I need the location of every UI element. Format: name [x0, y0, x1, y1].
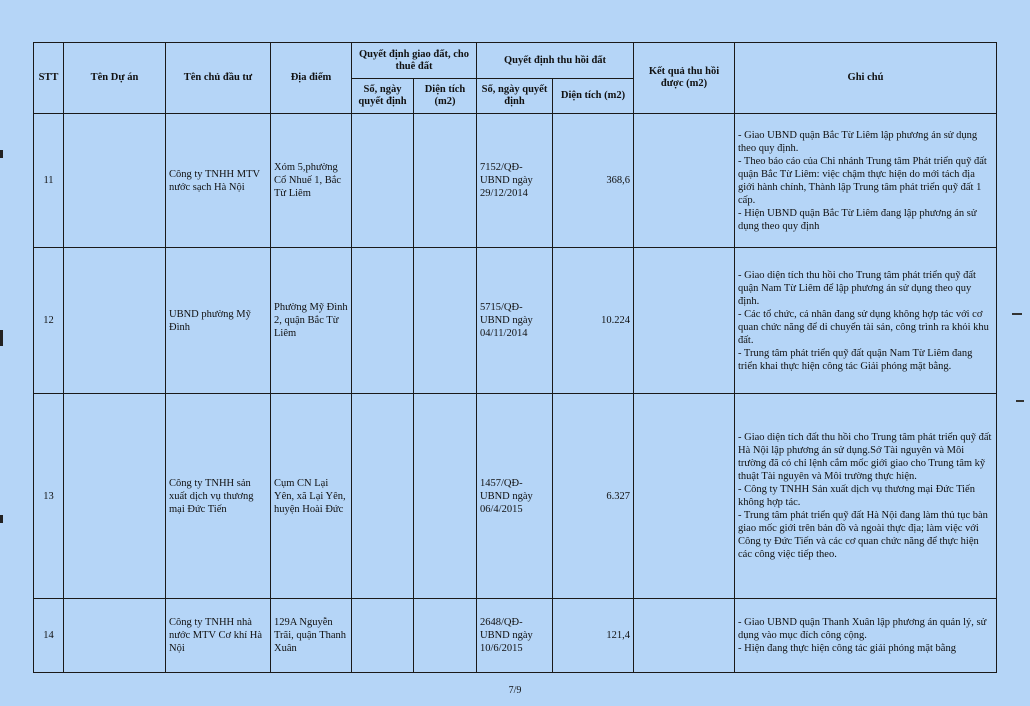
note-line: - Giao UBND quận Bắc Từ Liêm lập phương án sử dụng theo quy định. [738, 129, 978, 154]
header-result: Kết quả thu hồi được (m2) [634, 43, 735, 114]
scan-mark [1016, 400, 1024, 402]
row-notes [735, 599, 997, 673]
row-result [634, 599, 735, 673]
note-line: - Hiện UBND quận Bắc Từ Liêm đang lập phương án sử dụng theo quy định [738, 207, 977, 232]
header-recovery-decision: Số, ngày quyết định [477, 79, 553, 114]
row-investor: Công ty TNHH sản xuất dịch vụ thương mại Đức Tiến [166, 394, 271, 599]
header-row-top [34, 43, 997, 79]
header-alloc-area: Diện tích (m2) [414, 79, 477, 114]
row-notes [735, 114, 997, 248]
note-line: - Các tổ chức, cá nhân đang sử dụng không hợp tác với cơ quan chức năng để di chuyển tài sản, công trình ra khỏi khu đất. [738, 308, 989, 346]
row-alloc-area [414, 114, 477, 248]
row-project [64, 248, 166, 394]
row-project [64, 599, 166, 673]
row-alloc-decision [352, 599, 414, 673]
header-alloc-decision: Số, ngày quyết định [352, 79, 414, 114]
note-line: - Trung tâm phát triển quỹ đất quận Nam Từ Liêm đang triển khai thực hiện công tác Giải phóng mặt bằng. [738, 347, 973, 372]
table-row [34, 114, 997, 248]
row-result [634, 114, 735, 248]
table-row [34, 248, 997, 394]
row-location: Phường Mỹ Đình 2, quận Bắc Từ Liêm [271, 248, 352, 394]
note-line: - Trung tâm phát triển quỹ đất Hà Nội đang làm thủ tục bàn giao mốc giới trên bản đồ và ngoài thực địa; làm việc với Công ty Đức Tiến và các cơ quan chức năng để thực hiện các công việc tiếp theo. [738, 510, 988, 560]
scan-mark [0, 330, 3, 346]
row-recovery-area: 121,4 [553, 599, 634, 673]
note-line: - Giao UBND quận Thanh Xuân lập phương án quản lý, sử dụng vào mục đích công cộng. [738, 617, 987, 641]
row-result [634, 248, 735, 394]
row-recovery-area: 10.224 [553, 248, 634, 394]
row-recovery-decision: 5715/QĐ-UBND ngày 04/11/2014 [477, 248, 553, 394]
row-notes [735, 248, 997, 394]
scan-mark [1012, 313, 1022, 315]
table-row [34, 394, 997, 599]
row-alloc-decision [352, 114, 414, 248]
header-project: Tên Dự án [64, 43, 166, 114]
land-recovery-table [33, 42, 997, 673]
header-investor: Tên chủ đầu tư [166, 43, 271, 114]
row-recovery-decision: 1457/QĐ-UBND ngày 06/4/2015 [477, 394, 553, 599]
row-stt: 11 [34, 114, 64, 248]
header-recovery-area: Diện tích (m2) [553, 79, 634, 114]
row-project [64, 114, 166, 248]
header-location: Địa điểm [271, 43, 352, 114]
row-result [634, 394, 735, 599]
page-number: 7/9 [508, 685, 522, 696]
row-notes [735, 394, 997, 599]
row-alloc-area [414, 248, 477, 394]
row-recovery-decision: 2648/QĐ-UBND ngày 10/6/2015 [477, 599, 553, 673]
row-recovery-decision: 7152/QĐ-UBND ngày 29/12/2014 [477, 114, 553, 248]
row-location: 129A Nguyễn Trãi, quận Thanh Xuân [271, 599, 352, 673]
row-investor: Công ty TNHH MTV nước sạch Hà Nội [166, 114, 271, 248]
row-investor: UBND phường Mỹ Đình [166, 248, 271, 394]
note-line: - Giao diện tích thu hồi cho Trung tâm phát triển quỹ đất quận Nam Từ Liêm để lập phương án sử dụng theo quy định. [738, 269, 976, 307]
note-line: - Hiện đang thực hiện công tác giải phóng mặt bằng [738, 643, 956, 654]
note-line: - Theo báo cáo của Chi nhánh Trung tâm Phát triển quỹ đất quận Bắc Từ Liêm: việc chậm thực hiện do mới tách địa giới hành chính, Thành lập Trung tâm phát triển quỹ đất 1 cấp. [738, 155, 987, 206]
row-alloc-area [414, 599, 477, 673]
row-stt: 14 [34, 599, 64, 673]
row-investor: Công ty TNHH nhà nước MTV Cơ khí Hà Nội [166, 599, 271, 673]
header-stt: STT [34, 43, 64, 114]
note-line: - Công ty TNHH Sản xuất dịch vụ thương mại Đức Tiến không hợp tác. [738, 484, 975, 508]
note-line: - Giao diện tích đất thu hồi cho Trung tâm phát triển quỹ đất Hà Nội lập phương án sử dụng.Sở Tài nguyên và Môi trường đã có chỉ lệnh cắm mốc giới giao cho Trung tâm kỹ thuật Tài nguyên và Môi trường thực hiện. [738, 432, 992, 482]
row-stt: 13 [34, 394, 64, 599]
row-alloc-area [414, 394, 477, 599]
scan-mark [0, 150, 3, 158]
row-stt: 12 [34, 248, 64, 394]
row-location: Xóm 5,phường Cổ Nhuế 1, Bắc Từ Liêm [271, 114, 352, 248]
row-location: Cụm CN Lại Yên, xã Lại Yên, huyện Hoài Đức [271, 394, 352, 599]
row-recovery-area: 6.327 [553, 394, 634, 599]
row-alloc-decision [352, 394, 414, 599]
header-note: Ghi chú [735, 43, 997, 114]
row-alloc-decision [352, 248, 414, 394]
header-allocation-group: Quyết định giao đất, cho thuê đất [352, 43, 477, 79]
table-row [34, 599, 997, 673]
scan-mark [0, 515, 3, 523]
header-recovery-group: Quyết định thu hồi đất [477, 43, 634, 79]
row-recovery-area: 368,6 [553, 114, 634, 248]
row-project [64, 394, 166, 599]
